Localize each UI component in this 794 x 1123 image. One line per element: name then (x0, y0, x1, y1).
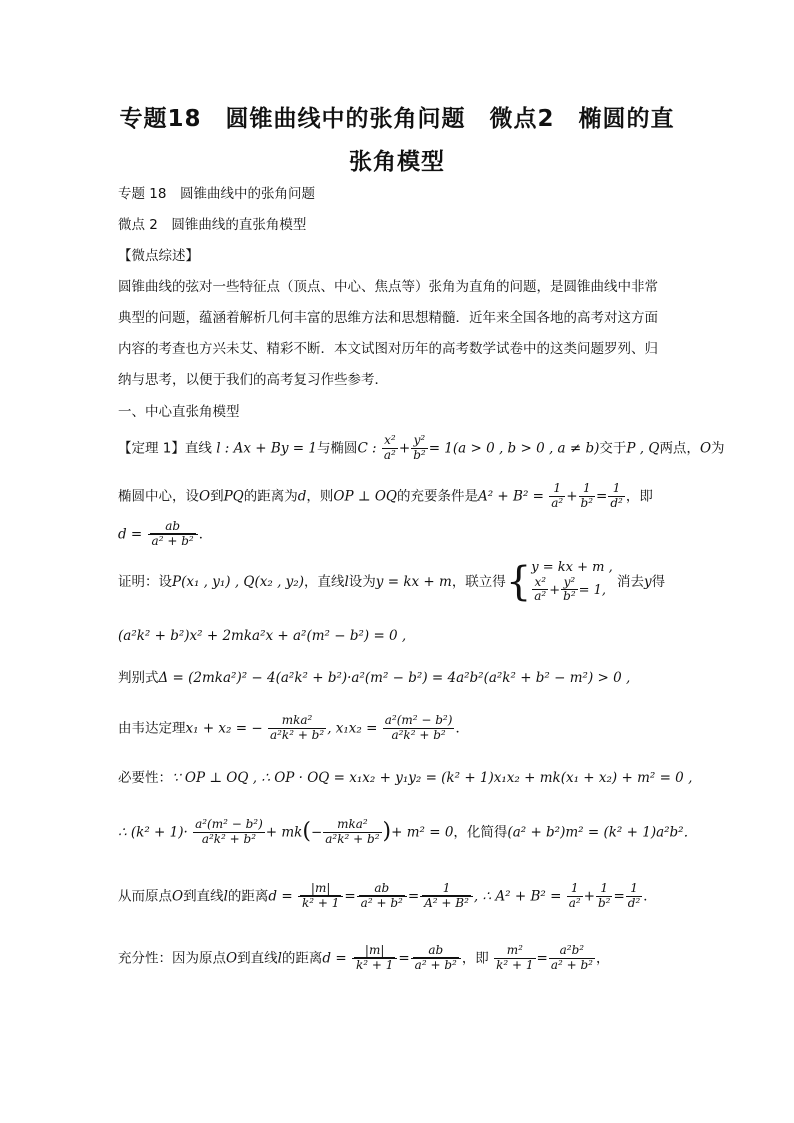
text: 到直线 (183, 888, 224, 905)
text: 的充要条件是 (396, 488, 478, 505)
fraction-sum: $\frac{\text{mka²}}{\text{a²k² + b²}}$ (269, 713, 325, 742)
math-chord: PQ (223, 488, 244, 505)
fraction-dist-2: $\frac{ab}{\text{a² + b²}}$ (357, 882, 407, 911)
math-d: d = (268, 888, 293, 905)
math-text: ∴ (k² + 1)· (118, 824, 188, 841)
fraction-1-d2: $\frac{1}{\text{d²}}$ (610, 481, 623, 510)
math-ellipse-name: C : (357, 440, 377, 457)
fraction-d-formula: $\frac{ab}{\text{a² + b²}}$ (148, 520, 198, 549)
text: 必要性： (118, 770, 172, 786)
theorem-line-1: 【定理 1】直线 l : Ax + By = 1与椭圆C : $\frac{\text{x²}}{\text{a²}}$ + $\frac{\text{y²}}{\text{b²}}$ = 1(a > 0 , b > 0 , a ≠ b)交于P , Q两点，O为 (118, 433, 725, 462)
math-result: (a² + b²)m² = (k² + 1)a²b²． (507, 824, 698, 841)
fraction-x2-a2: $\frac{\text{x²}}{\text{a²}}$ (383, 433, 396, 462)
fraction-1-b2: $\frac{1}{\text{b²}}$ (580, 481, 594, 510)
intro-line: 纳与思考，以便于我们的高考复习作些参考． (118, 372, 388, 388)
text: 与椭圆 (316, 440, 358, 457)
math-line-eq: y = kx + m (375, 574, 452, 591)
fraction-dist-3: $\frac{1}{\text{A² + B²}}$ (420, 882, 473, 911)
math-origin: O (172, 888, 184, 905)
math-l: l (223, 888, 228, 905)
theorem-line-3 (118, 520, 212, 549)
text: 设为 (348, 574, 376, 591)
text: ， (595, 950, 610, 967)
topic-label: 专题 18 圆锥曲线中的张角问题 (118, 186, 315, 202)
equation-system: y = kx + m , $\frac{\text{x²}}{\text{a²}}$ + $\frac{\text{y²}}{\text{b²}}$ = 1, (531, 560, 613, 604)
math-condition: = 1(a > 0 , b > 0 , a ≠ b) (428, 440, 600, 457)
intro-line: 内容的考查也方兴未艾、精彩不断．本文试图对历年的高考数学试卷中的这类问题罗列、归 (118, 341, 658, 357)
math-origin: O (226, 950, 238, 967)
math-text: + mk (265, 824, 303, 841)
fraction-subst-2: $\frac{\text{mka²}}{\text{a²k² + b²}}$ (325, 817, 380, 846)
discriminant-line (118, 670, 630, 686)
text: 直线 (184, 440, 212, 457)
theorem-label: 【定理 1】 (118, 440, 185, 457)
math-d: d = (322, 950, 347, 967)
fraction-suf-3: $\frac{\text{m²}}{\text{k² + 1}}$ (496, 943, 534, 972)
substitution-line: ∴ (k² + 1)· $\frac{\text{a²(m² − b²)}}{\text{a²k² + b²}}$ + mk(− $\frac{\text{mka²}}{\text{a²k² + b²}}$ )+ m² = 0，化简得(a² + b²)m² = (k² + 1)a²b²． (118, 817, 698, 846)
fraction-suf-4: $\frac{\text{a²b²}}{\text{a² + b²}}$ (550, 943, 593, 972)
text: ，联立得 (451, 574, 506, 591)
math-l: l (277, 950, 282, 967)
vieta-line (118, 714, 469, 743)
fraction-1-a2: $\frac{1}{\text{a²}}$ (568, 881, 581, 910)
text: 的距离 (281, 950, 323, 967)
math-l: l (344, 574, 349, 591)
text: 由韦达定理 (118, 720, 186, 737)
math-text: + m² = 0 (391, 824, 454, 841)
text: 证明：设 (118, 574, 172, 591)
math-line-eq: l : Ax + By = 1 (216, 440, 317, 457)
section-label: 【微点综述】 (118, 248, 199, 264)
text: ． (643, 888, 657, 905)
theorem-line-2: 椭圆中心，设O到PQ的距离为d，则OP ⊥ OQ的充要条件是A² + B² = $\frac{1}{\text{a²}}$ + $\frac{1}{\text{b²}}$ = $\frac{1}{\text{d²}}$ ，即 (118, 481, 653, 510)
math-points: P(x₁ , y₁) , Q(x₂ , y₂) (172, 574, 304, 591)
math-dot-product: ∵ OP ⊥ OQ , ∴ OP · OQ = x₁x₂ + y₁y₂ = (k² + 1)x₁x₂ + mk(x₁ + x₂) + m² = 0 , (172, 770, 693, 786)
math-a2b2: A² + B² = (477, 488, 544, 505)
text: 充分性：因为原点 (118, 950, 226, 967)
text: 到 (210, 488, 224, 505)
math-d: d = (118, 526, 143, 543)
proof-line-1 (118, 560, 665, 604)
intro-line: 圆锥曲线的弦对一些特征点（顶点、中心、焦点等）张角为直角的问题，是圆锥曲线中非常 (118, 279, 658, 295)
math-discriminant: Δ = (2mka²)² − 4(a²k² + b²)·a²(m² − b²) = 4a²b²(a²k² + b² − m²) > 0 , (158, 670, 631, 686)
text: 从而原点 (118, 888, 172, 905)
fraction-1-b2: $\frac{1}{\text{b²}}$ (597, 881, 611, 910)
fraction-subst-1: $\frac{\text{a²(m² − b²)}}{\text{a²k² + b²}}$ (195, 817, 263, 846)
text: ，直线 (303, 574, 345, 591)
text: 的距离 (227, 888, 269, 905)
text: 椭圆中心，设 (118, 488, 199, 505)
quadratic-equation: (a²k² + b²)x² + 2mka²x + a²(m² − b²) = 0 , (118, 628, 407, 644)
math-perpendicular: OP ⊥ OQ (333, 488, 397, 505)
fraction-product: $\frac{\text{a²(m² − b²)}}{\text{a²k² + b²}}$ (384, 713, 453, 742)
text: 消去 (617, 574, 645, 591)
fraction-1-a2: $\frac{1}{\text{a²}}$ (551, 481, 564, 510)
math-origin: O (699, 440, 712, 457)
system-brace: { (505, 559, 532, 606)
text: ，则 (306, 488, 334, 505)
fraction-dist-1: $\frac{|m|}{\text{k² + 1}}$ (298, 882, 343, 911)
math-sum: x₁ + x₂ = − (185, 720, 263, 737)
text: 得 (651, 574, 666, 591)
math-origin: O (199, 488, 211, 505)
fraction-suf-1: $\frac{|m|}{\text{k² + 1}}$ (352, 944, 397, 973)
fraction-suf-2: $\frac{ab}{\text{a² + b²}}$ (411, 944, 461, 973)
text: 到直线 (237, 950, 278, 967)
math-text: , ∴ A² + B² = (473, 888, 562, 905)
math-y: y (644, 574, 652, 591)
math-points: P , Q (626, 440, 660, 457)
document-title-continued: 张角模型 (349, 149, 445, 175)
text: ． (198, 526, 213, 543)
necessity-line (118, 770, 692, 786)
math-product: , x₁x₂ = (327, 720, 378, 737)
text: 交于 (599, 440, 627, 457)
distance-line: 从而原点O到直线l的距离d = $\frac{|m|}{\text{k² + 1}}$ = $\frac{ab}{\text{a² + b²}}$ = $\frac{1}{\text{A² + B²}}$ , ∴ A² + B² = $\frac{1}{\text{a²}}$ + $\frac{1}{\text{b²}}$ = $\frac{1}{\text{d²}}$ ． (118, 881, 657, 910)
text: ，化简得 (453, 824, 508, 841)
text: 的距离为 (243, 488, 298, 505)
sufficiency-line: 充分性：因为原点O到直线l的距离d = $\frac{|m|}{\text{k² + 1}}$ = $\frac{ab}{\text{a² + b²}}$ ，即 $\frac{\text{m²}}{\text{k² + 1}}$ = $\frac{\text{a²b²}}{\text{a² + b²}}$ ， (118, 943, 610, 972)
math-d: d (297, 488, 307, 505)
intro-line: 典型的问题，蕴涵着解析几何丰富的思维方法和思想精髓．近年来全国各地的高考对这方面 (118, 310, 658, 326)
document-title: 专题18 圆锥曲线中的张角问题 微点2 椭圆的直 (119, 106, 675, 132)
subtopic-label: 微点 2 圆锥曲线的直张角模型 (118, 217, 307, 233)
section-heading: 一、中心直张角模型 (118, 404, 240, 420)
text: ，即 (625, 488, 653, 505)
text: 两点， (659, 440, 700, 457)
text: ，即 (461, 950, 489, 967)
fraction-y2-b2: $\frac{\text{y²}}{\text{b²}}$ (413, 433, 426, 462)
text: ． (455, 720, 469, 737)
text: 为 (711, 440, 725, 457)
text: 判别式 (118, 670, 159, 686)
fraction-1-d2: $\frac{1}{\text{d²}}$ (627, 881, 641, 910)
